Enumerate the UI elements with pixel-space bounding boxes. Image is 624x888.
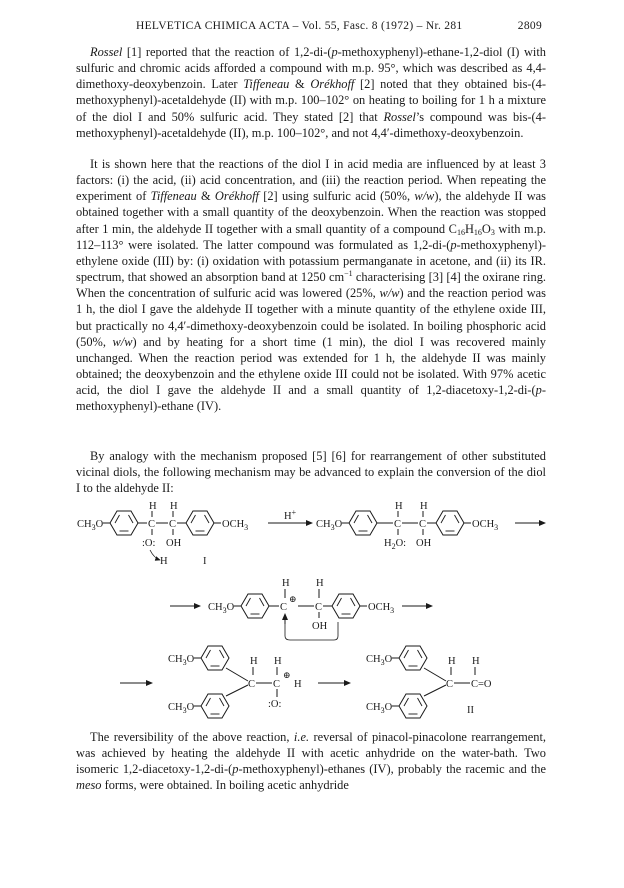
paragraph-text bbox=[76, 44, 546, 141]
text-run: It is shown here that the reactions of the diol I in acid media are influenced by at least 3 factors: (i) the acid, (ii) acid concentration, and (iii) the reaction period. When repeating the experiment of bbox=[76, 157, 546, 204]
text-run: The reversibility of the above reaction, bbox=[90, 730, 294, 744]
text-run: -methoxyphenyl)-ethane-1,2-diol (I) with sulfuric and chromic acids afforded a compound with m.p. 95°, which was described as 4,4-dimethoxy-deoxybenzoin. Later bbox=[76, 45, 546, 92]
text-run: ) and the reaction period was 1 h, the diol I gave the aldehyde II together with a minute quantity of the ethylene oxide III, but practically no 4,4′-dimethoxy-deoxybenzoin could be isolated. In boiling phosphoric acid (50%, bbox=[76, 286, 547, 349]
svg-text:CH3​O: $CH_3O$ bbox=[208, 602, 235, 615]
text-run: [2] noted that they obtained bis-(4-methoxyphenyl)-acetaldehyde (II) with m.p. 100–102° on heating to boiling for 1 h a mixture of the diol I and 50% sulfuric acid. They stated [2] that bbox=[76, 77, 546, 124]
structure-protonated-diol bbox=[316, 501, 498, 551]
structure-diol-I bbox=[77, 501, 248, 567]
text-run: H bbox=[464, 221, 474, 236]
italic-run: Rossel bbox=[383, 109, 416, 124]
italic-run: p bbox=[331, 45, 338, 59]
structure-carbocation bbox=[208, 578, 394, 640]
och3-label: $OCH_3$ bbox=[222, 519, 249, 532]
svg-text:C: C bbox=[315, 602, 323, 613]
text-run: forms, were obtained. In boiling acetic anhydride bbox=[101, 778, 349, 793]
svg-text:C: C bbox=[273, 679, 281, 690]
text-run: & bbox=[289, 77, 311, 92]
svg-text:CH3​O: $CH_3O$ bbox=[168, 702, 195, 715]
text-run: characterising [3] [4] the oxirane ring. When the concentration of sulfuric acid was lowered (25%, bbox=[76, 270, 546, 301]
running-header bbox=[76, 20, 542, 36]
text-run: O bbox=[481, 221, 491, 236]
italic-run: meso bbox=[76, 778, 102, 793]
italic-run: w/w bbox=[414, 189, 435, 204]
italic-run: Tiffeneau bbox=[150, 189, 197, 204]
text-run: ) and by heating for a short time (1 min), the diol I was recovered mainly unchanged. When the reaction period was extended for 1 h, the aldehyde II was mainly obtained; the deoxybenzoin and the ethylene oxide III could not be isolated. With 97% acetic acid, the diol I gave the aldehyde II and a small quantity of 1,2-diacetoxy-1,2-di-( bbox=[76, 334, 546, 398]
text-run: ’s compound was bis-(4-methoxyphenyl)-acetaldehyde (II), m.p. 100–102°, and not 4,4′-dimethoxy-deoxybenzoin. bbox=[76, 109, 546, 140]
svg-text:CH3​O: $CH_3O$ bbox=[366, 654, 393, 667]
svg-text:H2​O:: $H_2O$: bbox=[384, 538, 407, 551]
svg-text:C: C bbox=[248, 679, 256, 690]
journal-citation: HELVETICA CHIMICA ACTA – Vol. 55, Fasc. 8 (1972) – Nr. 281 bbox=[136, 20, 463, 32]
italic-run: Orékhoff bbox=[310, 77, 355, 92]
svg-text:H: H bbox=[160, 556, 168, 567]
svg-text:C=O: C=O bbox=[471, 679, 492, 690]
body-paragraph-3 bbox=[76, 448, 546, 496]
svg-text:⊕: ⊕ bbox=[289, 594, 297, 604]
svg-text:⊕: ⊕ bbox=[283, 670, 291, 680]
svg-text:CH3​O: $CH_3O$ bbox=[366, 702, 393, 715]
text-run: [2] using sulfuric acid (50%, bbox=[258, 189, 415, 204]
svg-text:H: H bbox=[395, 501, 403, 512]
page-number: 2809 bbox=[517, 20, 542, 32]
svg-text:C: C bbox=[148, 519, 156, 530]
italic-run: p bbox=[232, 762, 239, 777]
italic-run: Orékhoff bbox=[214, 189, 259, 204]
svg-text:H: H bbox=[282, 578, 290, 589]
italic-run: Rossel bbox=[90, 45, 123, 59]
text-run: -methoxyphenyl)-ethylene oxide (III) by: (i) oxidation with potassium permanganate in acetone, and (ii) its IR. spectrum, that showed an absorption band at 1250 cm bbox=[76, 237, 546, 285]
text-run: with m.p. 112–113° were isolated. The latter compound was formulated as 1,2-di-( bbox=[76, 221, 546, 252]
svg-text:H: H bbox=[274, 656, 282, 667]
svg-text:C: C bbox=[280, 602, 288, 613]
svg-text:H: H bbox=[170, 501, 178, 512]
svg-text:H: H bbox=[472, 656, 480, 667]
italic-run: Tiffeneau bbox=[243, 77, 290, 92]
svg-text:H: H bbox=[250, 656, 258, 667]
svg-text:OH: OH bbox=[416, 538, 432, 549]
svg-text:H: H bbox=[294, 679, 302, 690]
svg-text:H: H bbox=[420, 501, 428, 512]
compound-label-II: II bbox=[467, 705, 474, 716]
italic-run: p bbox=[450, 237, 457, 252]
ch3o-label: $CH_3O$ bbox=[77, 519, 104, 532]
subscript-run: 16 bbox=[456, 227, 465, 237]
compound-label-I: I bbox=[203, 556, 207, 567]
svg-text:OH: OH bbox=[166, 538, 182, 549]
body-paragraph-2 bbox=[76, 156, 546, 415]
svg-text::O:: :O: bbox=[142, 538, 156, 549]
text-run: -methoxyphenyl)-ethanes (IV), probably the racemic and the bbox=[238, 762, 546, 777]
paragraph-text bbox=[76, 448, 546, 496]
paragraph-text bbox=[76, 729, 546, 794]
italic-run: p bbox=[535, 383, 542, 398]
text-run: & bbox=[196, 189, 215, 204]
italic-run: i.e. bbox=[293, 730, 310, 744]
svg-text:C: C bbox=[169, 519, 177, 530]
text-run: By analogy with the mechanism proposed [5] [6] for rearrangement of other substituted vicinal diols, the following mechanism may be advanced to explain the conversion of the diol I to the aldehyde II: bbox=[76, 449, 546, 496]
svg-text:CH3​O: $CH_3O$ bbox=[316, 519, 343, 532]
body-paragraph-1 bbox=[76, 44, 546, 141]
svg-text:OH: OH bbox=[312, 621, 328, 632]
text-run: ), the aldehyde II was obtained together with a small quantity of the deoxybenzoin. When the reaction was stopped after 1 min, the aldehyde II together with a small quantity of a compound C bbox=[76, 189, 547, 236]
h-plus-reagent: H+ bbox=[284, 508, 297, 522]
subscript-run: 16 bbox=[473, 227, 482, 237]
italic-run: w/w bbox=[379, 286, 400, 301]
paragraph-text bbox=[76, 156, 546, 415]
svg-text:H: H bbox=[316, 578, 324, 589]
svg-text::O:: :O: bbox=[268, 699, 282, 710]
structure-oxocarbenium bbox=[168, 646, 302, 718]
svg-text:C: C bbox=[394, 519, 402, 530]
svg-text:OCH3​: $OCH_3$ bbox=[472, 519, 499, 532]
svg-text:C: C bbox=[446, 679, 454, 690]
svg-text:CH3​O: $CH_3O$ bbox=[168, 654, 195, 667]
reaction-mechanism-scheme bbox=[0, 498, 624, 728]
body-paragraph-4 bbox=[76, 729, 546, 794]
svg-text:H: H bbox=[149, 501, 157, 512]
subscript-run: 3 bbox=[490, 227, 495, 237]
superscript-run: −1 bbox=[344, 269, 353, 279]
structure-aldehyde-II bbox=[366, 646, 492, 718]
svg-text:OCH3​: $OCH_3$ bbox=[368, 602, 395, 615]
svg-text:C: C bbox=[419, 519, 427, 530]
svg-text:H: H bbox=[448, 656, 456, 667]
italic-run: w/w bbox=[112, 334, 133, 349]
text-run: [1] reported that the reaction of 1,2-di-( bbox=[122, 45, 332, 59]
text-run: -methoxyphenyl)-ethane (IV). bbox=[76, 383, 546, 414]
text-run: reversal of pinacol-pinacolone rearrangement, was achieved by heating the aldehyde II with acetic anhydride on the water-bath. Two isomeric 1,2-diacetoxy-1,2-di-( bbox=[76, 730, 546, 777]
